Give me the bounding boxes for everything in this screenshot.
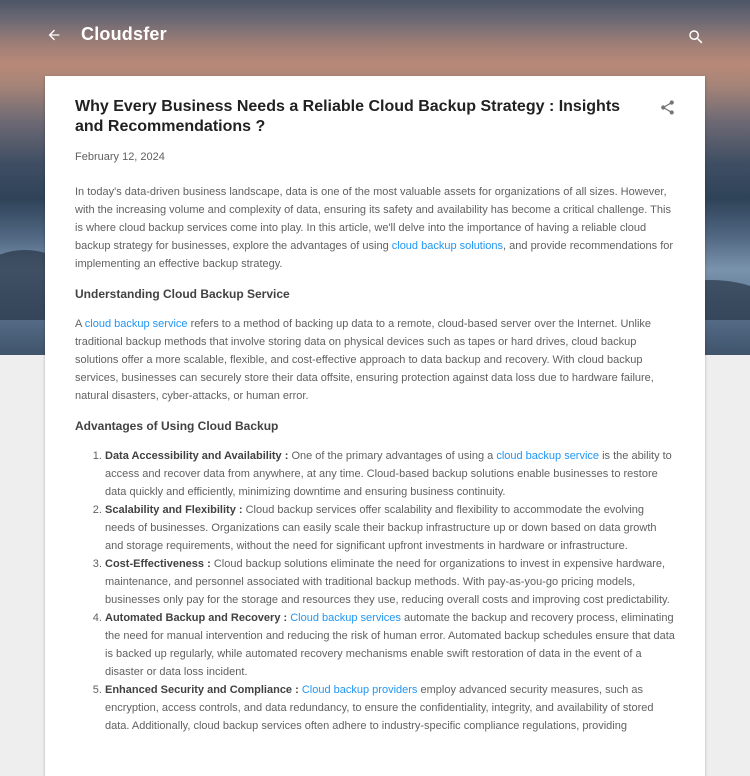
top-bar — [0, 0, 750, 72]
post-title: Why Every Business Needs a Reliable Cloud Backup Strategy : Insights and Recommendations ? — [75, 98, 621, 135]
advantage-title: Scalability and Flexibility : — [105, 504, 243, 516]
share-icon — [659, 99, 676, 116]
intro-text-end: , and provide recommendations for implementing an effective backup strategy. — [75, 240, 674, 270]
post-card — [45, 76, 705, 776]
advantage-title: Enhanced Security and Compliance : — [105, 684, 299, 696]
advantage-text: is the ability to access and recover data from anywhere, at any time. Cloud-based backup solutions enable businesses to restore data quickly and efficiently, minimizing downtime and ensuring business continuity. — [105, 450, 672, 498]
intro-text: In today's data-driven business landscape, data is one of the most valuable assets for organizations of all sizes. However, with the increasing volume and complexity of data, ensuring its safety and availability has become a critical challenge. This is where cloud backup services come into play. In this article, we'll delve into the importance of having a reliable cloud backup strategy for businesses, explore the advantages of using — [75, 186, 671, 252]
advantage-text: automate the backup and recovery process, eliminating the need for manual intervention and reducing the risk of human error. Automated backup schedules ensure that data is backed up regularly, while automated recovery mechanisms enable swift restoration of data in the event of a disaster or data loss incident. — [105, 612, 675, 678]
site-title[interactable]: Cloudsfer — [81, 24, 167, 44]
understanding-text: A — [75, 318, 85, 330]
advantage-title: Cost-Effectiveness : — [105, 558, 211, 570]
cloud-backup-service-link[interactable]: cloud backup service — [84, 318, 188, 330]
advantages-list — [75, 447, 675, 735]
list-item — [105, 447, 675, 501]
advantage-text: Cloud backup solutions eliminate the need for organizations to invest in expensive hardware, maintenance, and personnel associated with traditional backup methods. With pay-as-you-go pricing models, businesses only pay for the storage and resources they use, reducing overall costs and improving cost predictability. — [105, 558, 670, 606]
share-button[interactable] — [657, 97, 677, 117]
advantage-title: Automated Backup and Recovery : — [105, 612, 288, 624]
list-item — [105, 555, 675, 609]
cloud-backup-services-link[interactable]: Cloud backup services — [290, 612, 401, 624]
list-item — [105, 501, 675, 555]
list-item — [105, 609, 675, 681]
search-icon — [687, 28, 705, 46]
intro-paragraph — [75, 183, 675, 273]
cloud-backup-providers-link[interactable]: Cloud backup providers — [301, 684, 418, 696]
advantage-text: Cloud backup services offer scalability and flexibility to accommodate the evolving needs of businesses. Organizations can easily scale their backup infrastructure up or down based on data growth and storage requirements, without the need for significant upfront investments in hardware or infrastructure. — [105, 504, 657, 552]
list-item — [105, 681, 675, 735]
advantage-text: employ advanced security measures, such as encryption, access controls, and data redundancy, to ensure the confidentiality, integrity, and availability of stored data. Additionally, cloud backup services often adhere to industry-specific compliance regulations, providing — [105, 684, 654, 732]
cloud-backup-service-link[interactable]: cloud backup service — [496, 450, 600, 462]
post-date: February 12, 2024 — [75, 151, 165, 163]
post-body — [75, 183, 675, 735]
section-heading-advantages: Advantages of Using Cloud Backup — [75, 419, 279, 433]
arrow-back-icon — [46, 27, 62, 43]
advantage-title: Data Accessibility and Availability : — [105, 450, 289, 462]
back-button[interactable] — [42, 23, 66, 47]
search-button[interactable] — [685, 26, 707, 48]
understanding-text-end: refers to a method of backing up data to a remote, cloud-based server over the Internet. Unlike traditional backup methods that involve storing data on physical devices such as tapes or hard drives, cloud backup solutions offer a more scalable, flexible, and cost-effective approach to data backup and recovery. With cloud backup services, businesses can securely store their data offsite, ensuring protection against data loss due to hardware failure, natural disasters, cyber-attacks, or human error. — [75, 318, 654, 402]
advantage-text: One of the primary advantages of using a — [288, 450, 497, 462]
understanding-paragraph — [75, 315, 675, 405]
section-heading-understanding: Understanding Cloud Backup Service — [75, 287, 290, 301]
cloud-backup-solutions-link[interactable]: cloud backup solutions — [391, 240, 504, 252]
